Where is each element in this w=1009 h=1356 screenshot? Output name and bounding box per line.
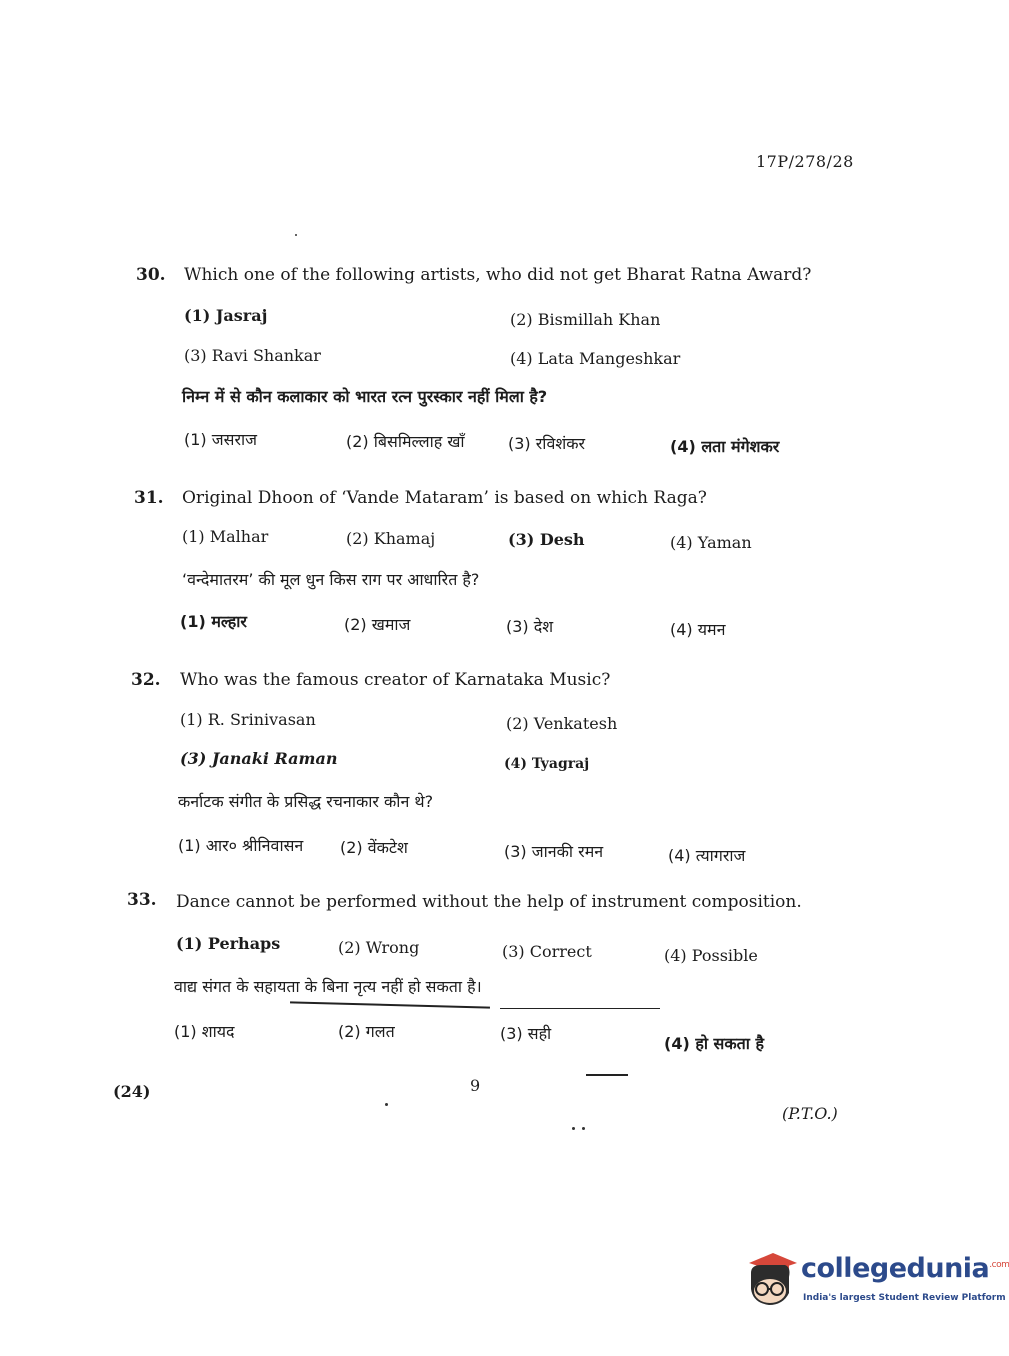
question-text: Dance cannot be performed without the help of instrument composition. <box>176 892 802 912</box>
collegedunia-logo <box>743 1245 1009 1315</box>
scan-line <box>500 1008 660 1009</box>
hindi-option-2: (2) गलत <box>338 1022 395 1041</box>
hindi-option-2: (2) बिसमिल्लाह खाँ <box>346 432 465 451</box>
question-number: 30. <box>136 265 166 285</box>
hindi-option-3: (3) जानकी रमन <box>504 842 604 861</box>
option-1: (1) Malhar <box>182 527 269 546</box>
hindi-option-4: (4) हो सकता है <box>664 1034 764 1053</box>
option-2: (2) Wrong <box>338 938 420 957</box>
hindi-question-text: ‘वन्देमातरम’ की मूल धुन किस राग पर आधारित है? <box>182 570 480 589</box>
hindi-question-text: वाद्य संगत के सहायता के बिना नृत्य नहीं हो सकता है। <box>174 977 482 996</box>
logo-tagline: India's largest Student Review Platform <box>803 1293 1006 1303</box>
option-3: (3) Correct <box>502 942 592 961</box>
question-number: 32. <box>131 670 161 690</box>
option-2: (2) Khamaj <box>346 529 436 548</box>
option-1: (1) Perhaps <box>176 934 281 953</box>
question-text: Which one of the following artists, who did not get Bharat Ratna Award? <box>184 265 812 285</box>
paper-code: 17P/278/28 <box>756 152 854 171</box>
hindi-option-3: (3) देश <box>506 617 554 636</box>
question-number: 33. <box>127 890 157 910</box>
hindi-option-1: (1) आर० श्रीनिवासन <box>178 836 304 855</box>
option-3: (3) Janaki Raman <box>180 749 338 768</box>
scan-speck <box>572 1127 575 1130</box>
hindi-option-3: (3) रविशंकर <box>508 434 586 453</box>
option-1: (1) R. Srinivasan <box>180 710 316 729</box>
hindi-option-1: (1) मल्हार <box>180 612 247 631</box>
page-number: 9 <box>470 1076 481 1095</box>
hindi-question-text: निम्न में से कौन कलाकार को भारत रत्न पुरस्कार नहीं मिला है? <box>182 387 548 406</box>
option-4: (4) Tyagraj <box>504 756 590 772</box>
option-3: (3) Ravi Shankar <box>184 346 321 365</box>
question-text: Original Dhoon of ‘Vande Mataram’ is based on which Raga? <box>182 488 707 508</box>
scan-speck <box>385 1103 388 1106</box>
question-text: Who was the famous creator of Karnataka Music? <box>180 670 611 690</box>
hindi-option-4: (4) त्यागराज <box>668 846 746 865</box>
hindi-option-4: (4) लता मंगेशकर <box>670 437 780 456</box>
option-4: (4) Lata Mangeshkar <box>510 349 681 368</box>
option-3: (3) Desh <box>508 530 585 549</box>
scan-speck <box>582 1127 585 1130</box>
logo-wordmark: collegedunia$^{.com}$ <box>801 1253 1009 1284</box>
hindi-question-text: कर्नाटक संगीत के प्रसिद्ध रचनाकार कौन थे? <box>178 792 434 811</box>
pto-label: (P.T.O.) <box>782 1104 838 1123</box>
mascot-icon <box>743 1249 799 1309</box>
hindi-option-1: (1) जसराज <box>184 430 257 449</box>
option-4: (4) Possible <box>664 946 758 965</box>
scan-line <box>586 1074 628 1076</box>
hindi-option-1: (1) शायद <box>174 1022 235 1041</box>
question-number: 31. <box>134 488 164 508</box>
option-2: (2) Bismillah Khan <box>510 310 661 329</box>
hindi-option-2: (2) वेंकटेश <box>340 838 408 857</box>
scan-speck <box>295 234 297 236</box>
option-1: (1) Jasraj <box>184 306 268 325</box>
scan-line <box>290 1001 490 1008</box>
hindi-option-3: (3) सही <box>500 1024 552 1043</box>
hindi-option-4: (4) यमन <box>670 620 726 639</box>
option-4: (4) Yaman <box>670 533 752 552</box>
hindi-option-2: (2) खमाज <box>344 615 411 634</box>
option-2: (2) Venkatesh <box>506 714 618 733</box>
footer-code: (24) <box>113 1082 151 1101</box>
